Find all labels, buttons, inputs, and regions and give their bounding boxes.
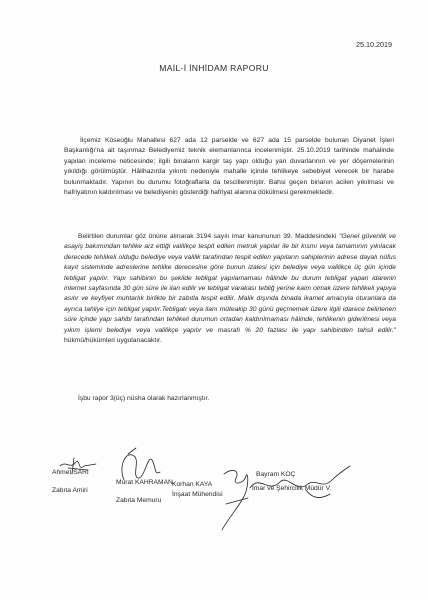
signatory-block-3 — [172, 480, 223, 500]
signatory-1-title: Zabıta Amiri — [52, 487, 88, 494]
signatory-2-title: Zabıta Memuru — [116, 497, 162, 504]
signature-4-image — [246, 464, 356, 504]
signatory-2-name: Murat KAHRAMAN — [116, 479, 173, 486]
signatory-3-title: İnşaat Mühendisi — [172, 491, 223, 498]
signature-1-image — [58, 456, 98, 476]
signatory-4-title: İmar ve Şehircilik Müdür V. — [252, 485, 332, 492]
signatory-block-4 — [252, 470, 331, 494]
paragraph-legal-basis — [64, 232, 396, 346]
paragraph-inspection: İlçemiz Köseoğlu Mahallesi 627 ada 12 parselde ve 627 ada 15 parselde bulunan Diyanet İşleri Başkanlığı'na ait taşınmaz Belediyemiz teknik elemanlarınca incelenmiştir. 25.10.2019 tarihinde mahalinde yapılan inceleme neticesinde; ilgili binaların kargir taş yapı olduğu yan duvarlarının ve yer döşemelerinin yıkıldığı görülmüştür. Hâlihazırda yıkıntı nedeniyle mahalle içinde tehlikeye sebebiyet verecek bir harabe bulunmaktadır. Yapının bu durumu fotoğraflarla da tescillenmiştir. Bahsi geçen binanın acilen yıkılması ve hafriyatının kaldırılması ve belediyenin gösterdiği hafriyat alanına dökülmesi gerekmektedir. — [64, 137, 394, 197]
document-date: 25.10.2019 — [356, 40, 392, 49]
report-title: MAİL-İ İNHİDAM RAPORU — [159, 63, 269, 73]
legal-intro-text: Belirtilen durumlar göz önüne alınarak 3194 sayılı imar kanununun 39. Maddesindeki — [78, 233, 339, 240]
signatory-block-1 — [52, 468, 89, 496]
paragraph-copies: İşbu rapor 3(üç) nüsha olarak hazırlanmıştır. — [78, 395, 210, 402]
legal-outro-text: hükmü/hükümleri uygulanacaktır. — [64, 337, 162, 345]
legal-quote-text: "Genel güvenlik ve asayiş bakımından tehlike arz ettiği valilikçe tespit edilen metruk yapılar ile bir kısmı veya tamamının yıkılacak derecede tehlikeli olduğu belediye veya valilik tarafından tespit edilen yapıların sahiplerinin adrese dayalı nüfus kayıt sisteminde adreslerine tehlike derecesine göre bunun izalesi için belediye veya valilikçe üç gün içinde tebligat yapılır. Yapı sahibinin bu şekilde tebligat yapılamaması hâlinde bu durum tebligat yapan idarenin internet sayfasında 30 gün süre ile ilan edilir ve tebligat varakası tebliğ yerine kaim olmak üzere tehlikeli yapıya asılır ve keyfiyet muhtarlık birlikte bir zabıtla tespit edilir. Malik dışında binada ikamet amacıyla oturanlara da ayrıca tahliye için tebligat yapılır.Tebligatı veya ilanı müteakip 30 günü geçmemek üzere ilgili idarece belirlenen süre içinde yapı sahibi tarafından tehlikeli durumun ortadan kaldırılmaması hâlinde, tehlikenin giderilmesi veya yıkım işlemi belediye veya valilikçe yapılır ve masrafı % 20 fazlası ile yapı sahibinden tahsil edilir." — [64, 233, 396, 334]
signatory-block-2 — [116, 478, 173, 506]
signatory-1-name: Ahmet SARI — [52, 469, 89, 476]
signature-2-image — [114, 446, 164, 486]
signatory-4-name: Bayram KOÇ — [256, 471, 296, 478]
signatory-3-name: Korhan KAYA — [172, 481, 213, 488]
